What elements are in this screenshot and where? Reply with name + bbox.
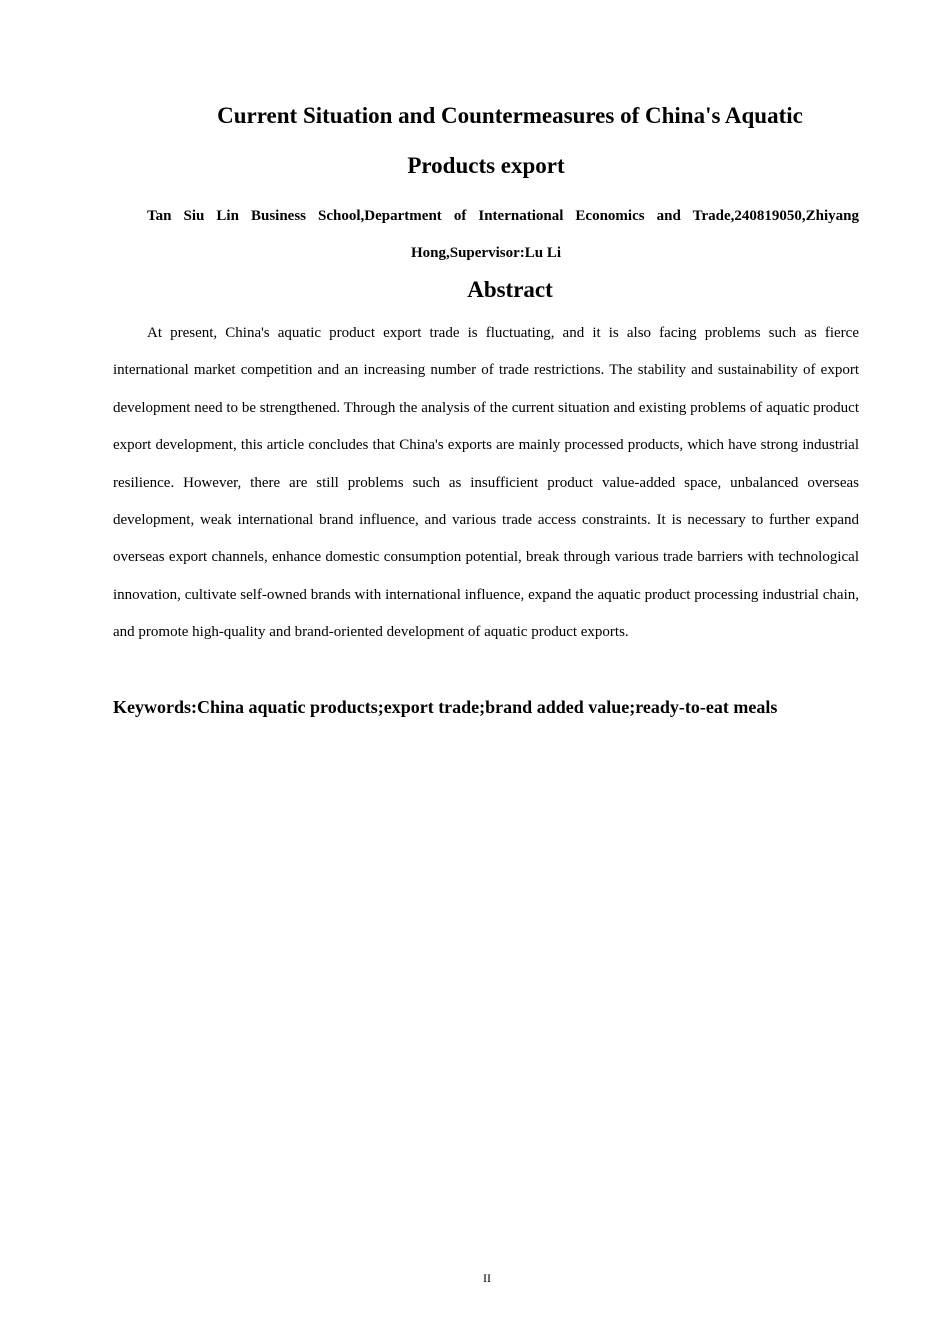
paper-title-line-1: Current Situation and Countermeasures of China's Aquatic bbox=[217, 103, 803, 128]
abstract-heading: Abstract bbox=[467, 277, 553, 302]
author-affiliation: Tan Siu Lin Business School,Department of International Economics and Trade,240819050,Zhiyang Hong,Supervisor:Lu Li bbox=[147, 208, 859, 261]
keywords-line bbox=[113, 691, 873, 723]
abstract-body: At present, China's aquatic product export trade is fluctuating, and it is also facing problems such as fierce international market competition and an increasing number of trade restrictions. The stability and sustainability of export development need to be strengthened. Through the analysis of the current situation and existing problems of aquatic product export development, this article concludes that China's exports are mainly processed products, which have strong industrial resilience. However, there are still problems such as insufficient product value-added space, unbalanced overseas development, weak international brand influence, and various trade access constraints. It is necessary to further expand overseas export channels, enhance domestic consumption potential, break through various trade barriers with technological innovation, cultivate self-owned brands with international influence, expand the aquatic product processing industrial chain, and promote high-quality and brand-oriented development of aquatic product exports. bbox=[113, 325, 859, 641]
keywords-label: Keywords: bbox=[113, 697, 197, 717]
paper-title-line-2: Products export bbox=[407, 153, 565, 178]
page-number: II bbox=[483, 1271, 491, 1285]
keywords-text: China aquatic products;export trade;brand added value;ready-to-eat meals bbox=[197, 697, 778, 717]
